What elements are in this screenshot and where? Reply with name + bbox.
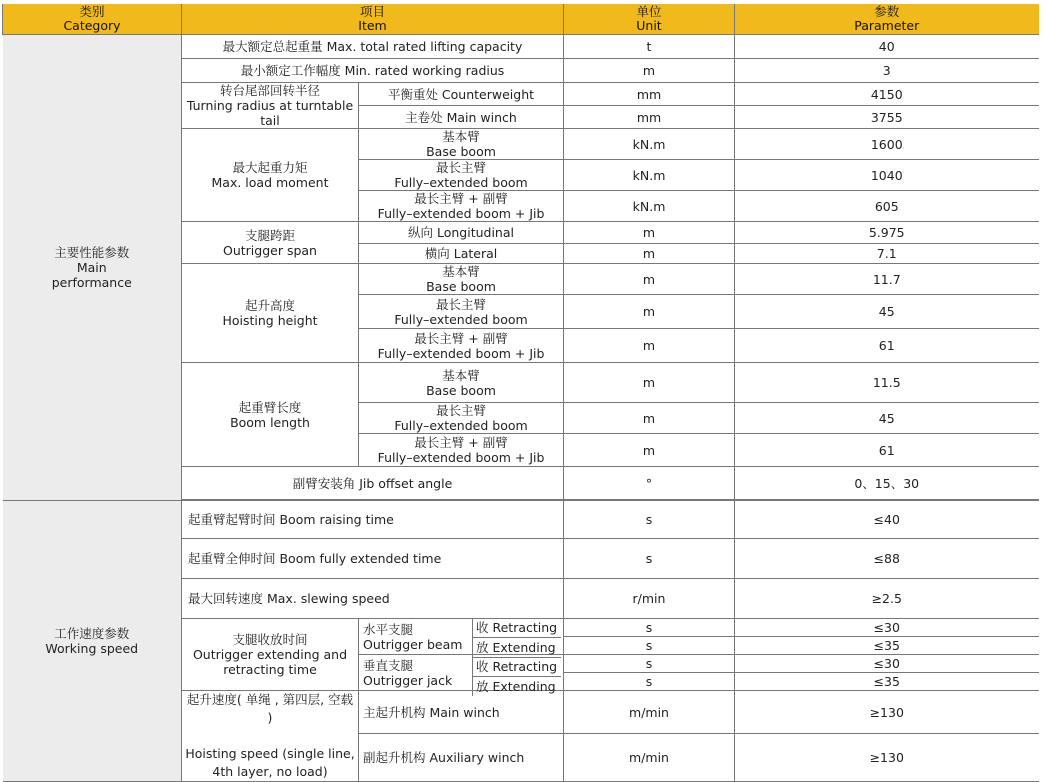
header-row [3, 4, 1039, 35]
unit-cell: m [564, 363, 735, 403]
value-cell: ≤30 [735, 655, 1039, 673]
value-cell: 45 [735, 295, 1039, 329]
header-category: 类别 Category [3, 4, 182, 35]
unit-cell: m [564, 434, 735, 467]
unit-cell: s [564, 501, 735, 539]
value-cell: 61 [735, 329, 1039, 363]
unit-cell: r/min [564, 579, 735, 619]
sub-item-outrigger-beam: 水平支腿 Outrigger beam [359, 619, 564, 655]
retract-label: 收 Retracting [472, 657, 561, 676]
sub-item-full-boom: 最长主臂 Fully–extended boom [359, 295, 564, 329]
unit-cell: mm [564, 83, 735, 106]
retract-label: 收 Retracting [472, 619, 561, 637]
value-cell: ≤35 [735, 673, 1039, 691]
sub-item-outrigger-jack: 垂直支腿 Outrigger jack [359, 655, 564, 691]
item-slewing-speed: 最大回转速度 Max. slewing speed [182, 579, 564, 619]
sub-item-main-winch: 主卷处 Main winch [359, 106, 564, 129]
sub-item-longitudinal: 纵向 Longitudinal [359, 222, 564, 244]
item-hoisting-height: 起升高度 Hoisting height [182, 264, 359, 363]
extend-label: 放 Extending [472, 676, 561, 696]
sub-item-main-winch: 主起升机构 Main winch [359, 691, 564, 734]
item-boom-extend-time: 起重臂全伸时间 Boom fully extended time [182, 539, 564, 579]
unit-cell: s [564, 673, 735, 691]
value-cell: ≤30 [735, 619, 1039, 637]
header-item: 项目 Item [182, 4, 564, 35]
value-cell: 45 [735, 403, 1039, 434]
item-outrigger-time: 支腿收放时间 Outrigger extending and retracting time [182, 619, 359, 691]
sub-item-full-boom-jib: 最长主臂 + 副臂 Fully–extended boom + Jib [359, 434, 564, 467]
unit-cell: m [564, 403, 735, 434]
value-cell: 605 [735, 191, 1039, 222]
unit-cell: m/min [564, 691, 735, 734]
sub-item-base-boom: 基本臂 Base boom [359, 363, 564, 403]
unit-cell: ° [564, 467, 735, 500]
value-cell: 1600 [735, 129, 1039, 160]
unit-cell: s [564, 619, 735, 637]
value-cell: 61 [735, 434, 1039, 467]
value-cell: ≤88 [735, 539, 1039, 579]
sub-item-full-boom: 最长主臂 Fully–extended boom [359, 160, 564, 191]
unit-cell: m/min [564, 734, 735, 782]
value-cell: ≤35 [735, 637, 1039, 655]
outrigger-action-labels [472, 619, 561, 696]
unit-cell: m [564, 59, 735, 83]
sub-item-base-boom: 基本臂 Base boom [359, 129, 564, 160]
value-cell: 1040 [735, 160, 1039, 191]
sub-item-full-boom-jib: 最长主臂 + 副臂 Fully–extended boom + Jib [359, 329, 564, 363]
sub-item-auxiliary-winch: 副起升机构 Auxiliary winch [359, 734, 564, 782]
sub-item-base-boom: 基本臂 Base boom [359, 264, 564, 295]
value-cell: 5.975 [735, 222, 1039, 244]
item-load-moment: 最大起重力矩 Max. load moment [182, 129, 359, 222]
item-tail-radius: 转台尾部回转半径 Turning radius at turntable tail [182, 83, 359, 129]
extend-label: 放 Extending [472, 637, 561, 657]
item-min-radius: 最小额定工作幅度 Min. rated working radius [182, 59, 564, 83]
unit-cell: m [564, 244, 735, 264]
unit-cell: kN.m [564, 129, 735, 160]
table-row [3, 35, 1039, 59]
value-cell: ≥130 [735, 691, 1039, 734]
item-jib-offset-angle: 副臂安装角 Jib offset angle [182, 467, 564, 500]
value-cell: 11.7 [735, 264, 1039, 295]
value-cell: ≥130 [735, 734, 1039, 782]
unit-cell: m [564, 222, 735, 244]
value-cell: ≥2.5 [735, 579, 1039, 619]
sub-item-counterweight: 平衡重处 Counterweight [359, 83, 564, 106]
unit-cell: m [564, 329, 735, 363]
unit-cell: s [564, 637, 735, 655]
item-max-capacity: 最大额定总起重量 Max. total rated lifting capacity [182, 35, 564, 59]
value-cell: 7.1 [735, 244, 1039, 264]
value-cell: 3755 [735, 106, 1039, 129]
unit-cell: m [564, 295, 735, 329]
category-main-performance: 主要性能参数 Main performance [3, 35, 182, 501]
unit-cell: s [564, 539, 735, 579]
value-cell: 40 [735, 35, 1039, 59]
value-cell: ≤40 [735, 501, 1039, 539]
unit-cell: kN.m [564, 191, 735, 222]
unit-cell: m [564, 264, 735, 295]
value-cell: 3 [735, 59, 1039, 83]
table-row [3, 501, 1039, 539]
value-cell: 0、15、30 [735, 467, 1039, 500]
value-cell: 4150 [735, 83, 1039, 106]
sub-item-lateral: 横向 Lateral [359, 244, 564, 264]
unit-cell: kN.m [564, 160, 735, 191]
unit-cell: s [564, 655, 735, 673]
category-working-speed: 工作速度参数 Working speed [3, 501, 182, 782]
value-cell: 11.5 [735, 363, 1039, 403]
sub-item-full-boom-jib: 最长主臂 + 副臂 Fully–extended boom + Jib [359, 191, 564, 222]
unit-cell: mm [564, 106, 735, 129]
item-outrigger-span: 支腿跨距 Outrigger span [182, 222, 359, 264]
item-hoisting-speed: 起升速度( 单绳 , 第四层, 空载 ) Hoisting speed (single line, 4th layer, no load) [182, 691, 359, 782]
item-boom-raising-time: 起重臂起臂时间 Boom raising time [182, 501, 564, 539]
unit-cell: t [564, 35, 735, 59]
header-parameter: 参数 Parameter [735, 4, 1039, 35]
header-unit: 单位 Unit [564, 4, 735, 35]
item-boom-length: 起重臂长度 Boom length [182, 363, 359, 467]
sub-item-full-boom: 最长主臂 Fully–extended boom [359, 403, 564, 434]
